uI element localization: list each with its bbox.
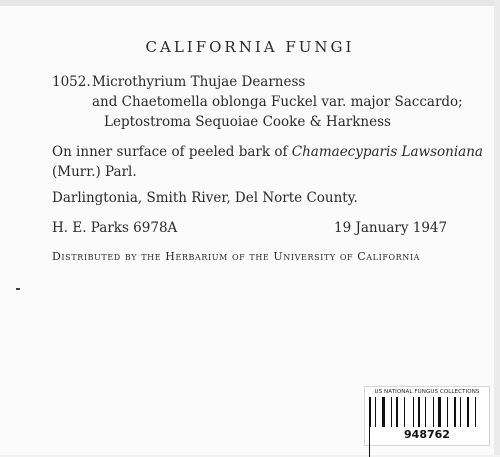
taxon-line-3: Leptostroma Sequoiae Cooke & Harkness xyxy=(104,114,391,130)
collection-name: US NATIONAL FUNGUS COLLECTIONS xyxy=(374,389,480,395)
barcode-bar xyxy=(404,397,405,427)
barcode-bar xyxy=(450,397,451,427)
label-right-edge xyxy=(494,0,500,455)
barcode-bar xyxy=(435,397,436,427)
barcode-bar xyxy=(477,397,480,427)
barcode-bar xyxy=(372,397,373,427)
barcode-bar xyxy=(387,397,388,427)
barcode-bar xyxy=(428,397,430,427)
locality: Darlingtonia, Smith River, Del Norte County. xyxy=(52,190,358,206)
barcode-bar xyxy=(433,397,434,427)
barcode-bar xyxy=(444,397,446,427)
host-name: Chamaecyparis Lawsoniana xyxy=(291,144,483,160)
label-top-edge xyxy=(0,0,500,6)
substrate-line xyxy=(52,144,483,160)
barcode-number: 948762 xyxy=(404,428,450,441)
host-authority: (Murr.) Parl. xyxy=(52,164,137,180)
barcode-bar xyxy=(423,397,424,427)
barcode-bar xyxy=(454,397,456,427)
taxon-line-2: and Chaetomella oblonga Fuckel var. major Saccardo; xyxy=(92,94,463,110)
taxon-line-1: Microthyrium Thujae Dearness xyxy=(92,74,306,90)
barcode-bar xyxy=(464,397,466,427)
ink-mark xyxy=(16,288,20,290)
barcode-bar xyxy=(369,397,371,427)
barcode-bar xyxy=(375,397,376,427)
barcode-bar xyxy=(413,397,414,427)
barcode-bar xyxy=(447,397,448,427)
barcode-bar xyxy=(401,397,403,427)
barcode-bar xyxy=(460,397,461,427)
barcode-bar xyxy=(425,397,426,427)
distribution-note: Distributed by the Herbarium of the University of California xyxy=(52,250,421,263)
barcode-bar xyxy=(379,397,381,427)
barcode-bar xyxy=(467,397,469,427)
substrate-text: On inner surface of peeled bark of xyxy=(52,144,292,160)
barcode-bar xyxy=(391,397,392,427)
barcode-bar xyxy=(382,397,385,427)
collector: H. E. Parks 6978A xyxy=(52,220,178,236)
collection-date: 19 January 1947 xyxy=(334,220,448,236)
barcode-bar xyxy=(396,397,398,427)
barcode-bar xyxy=(415,397,416,427)
barcode xyxy=(369,397,485,427)
barcode-bar xyxy=(393,397,394,427)
barcode-bar xyxy=(407,397,410,427)
barcode-bar xyxy=(471,397,472,427)
barcode-stamp xyxy=(364,386,490,446)
barcode-bar xyxy=(438,397,441,427)
label-title: CALIFORNIA FUNGI xyxy=(145,38,355,56)
barcode-bar xyxy=(418,397,420,427)
barcode-bar xyxy=(457,397,458,427)
barcode-bar xyxy=(475,397,476,427)
specimen-number: 1052. xyxy=(52,74,91,90)
